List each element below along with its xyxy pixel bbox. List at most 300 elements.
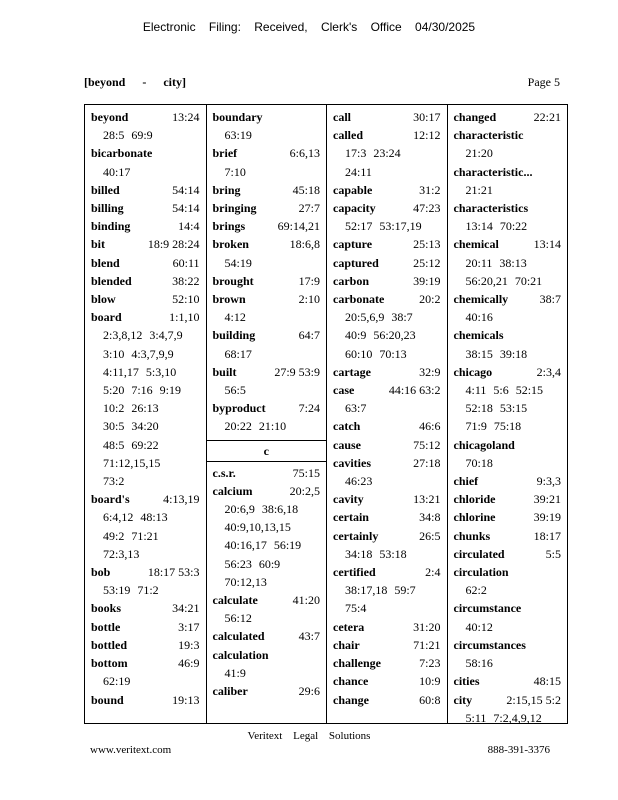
- index-refs: 60:11: [172, 255, 200, 270]
- index-entry-line: [454, 326, 562, 344]
- index-entry: [91, 235, 200, 253]
- index-entry: [91, 254, 200, 272]
- index-term: catch: [333, 419, 361, 434]
- index-term: chemical: [453, 237, 499, 252]
- index-refs-continued: 56:12: [224, 611, 252, 626]
- index-term: circumstances: [453, 637, 526, 652]
- index-entry: [213, 144, 321, 180]
- index-term: beyond: [91, 110, 129, 124]
- index-column-3: [326, 105, 447, 723]
- index-entry-line: [333, 672, 441, 690]
- index-entry-line: [454, 235, 562, 253]
- index-entry-line: [91, 490, 200, 508]
- index-term: challenge: [333, 656, 381, 671]
- index-entry-line: [213, 235, 321, 253]
- index-term: change: [333, 692, 369, 707]
- index-term: circulated: [453, 546, 505, 561]
- index-entry-line: [454, 199, 562, 217]
- index-term: binding: [91, 219, 131, 234]
- index-entry-line: [213, 482, 321, 500]
- index-refs: 75:12: [413, 437, 441, 452]
- index-entry: [91, 272, 200, 290]
- index-entry: [454, 672, 562, 690]
- index-refs: 39:21: [533, 492, 561, 507]
- index-refs: 34:8: [419, 510, 441, 525]
- index-entry-line: [333, 527, 441, 545]
- index-refs-continued: 20:6,9 38:6,18: [224, 502, 299, 517]
- index-entry-line: [333, 618, 441, 636]
- page-number: Page 5: [527, 75, 560, 89]
- index-entry: [213, 199, 321, 217]
- index-entry: [333, 108, 441, 126]
- index-refs: 69:14,21: [277, 219, 320, 234]
- index-term: bicarbonate: [91, 146, 153, 161]
- index-entry: [91, 654, 200, 690]
- index-entry-line: [454, 490, 562, 508]
- index-term: brown: [212, 292, 246, 307]
- footer-website: www.veritext.com: [90, 744, 172, 756]
- index-entry-line: [333, 436, 441, 454]
- index-refs-continued: 75:4: [345, 601, 367, 616]
- index-entry: [333, 618, 441, 636]
- index-entry: [91, 181, 200, 199]
- index-entry-line: [333, 654, 441, 672]
- index-entry-line: [333, 199, 441, 217]
- index-term: built: [212, 364, 237, 379]
- index-entry: [333, 563, 441, 618]
- index-refs: 2:3,4: [536, 364, 561, 379]
- index-entry-line: [213, 181, 321, 199]
- index-entry: [454, 563, 562, 599]
- index-term: chicago: [453, 364, 493, 379]
- index-refs-continued: 46:23: [345, 474, 373, 489]
- index-entry: [333, 454, 441, 490]
- index-refs: 7:24: [298, 401, 320, 416]
- index-entry-line: [213, 272, 321, 290]
- index-entry: [454, 108, 562, 126]
- index-refs: 64:7: [298, 328, 320, 343]
- index-entry: [333, 126, 441, 181]
- index-term: captured: [333, 255, 379, 270]
- index-term: capacity: [333, 201, 376, 216]
- index-refs-continued: 52:17 53:17,19: [345, 219, 422, 234]
- index-refs: 32:9: [419, 364, 441, 379]
- index-refs: 13:14: [533, 237, 561, 252]
- index-entry-line: [91, 217, 200, 235]
- index-entry-line: [213, 217, 321, 235]
- index-entry: [91, 618, 200, 636]
- index-refs: 4:13,19: [163, 492, 200, 507]
- index-refs-continued: 71:9 75:18: [465, 419, 522, 434]
- index-entry-line: [213, 326, 321, 344]
- index-refs: 18:6,8: [289, 237, 320, 252]
- index-entry: [454, 636, 562, 672]
- index-entry-line: [454, 290, 562, 308]
- index-entry-line: [333, 181, 441, 199]
- index-refs: 2:15,15 5:2: [506, 692, 561, 707]
- index-refs-continued: 71:12,15,15: [103, 455, 161, 470]
- index-entry: [454, 163, 562, 199]
- index-refs-continued: 62:19: [103, 674, 131, 689]
- index-refs-continued: 40:17: [103, 164, 131, 179]
- index-term: characteristic: [453, 128, 524, 143]
- index-term: cities: [453, 674, 480, 689]
- index-entry: [213, 464, 321, 482]
- index-refs-continued: 40:16,17 56:19: [224, 538, 302, 553]
- index-term: capture: [333, 237, 373, 252]
- index-entry: [333, 363, 441, 381]
- index-entry: [454, 326, 562, 362]
- index-refs-continued: 68:17: [224, 346, 252, 361]
- index-entry: [333, 290, 441, 363]
- index-refs: 6:6,13: [289, 146, 320, 161]
- index-refs-continued: 63:19: [224, 128, 252, 143]
- index-term: city: [453, 692, 473, 707]
- index-refs: 13:24: [172, 110, 200, 124]
- index-entry-line: [91, 290, 200, 308]
- index-refs-continued: 56:5: [224, 383, 246, 398]
- index-refs-continued: 13:14 70:22: [465, 219, 528, 234]
- index-entry: [91, 599, 200, 617]
- index-entry: [333, 636, 441, 654]
- index-refs: 7:23: [419, 656, 441, 671]
- index-term: cetera: [333, 619, 365, 634]
- index-refs: 46:9: [178, 656, 200, 671]
- index-entry: [454, 490, 562, 508]
- index-term: calculated: [212, 629, 265, 644]
- index-entry-line: [213, 464, 321, 482]
- index-entry: [454, 691, 562, 727]
- filing-stamp: Electronic Filing: Received, Clerk's Office 04/30/2025: [142, 20, 476, 34]
- index-refs-continued: 40:9,10,13,15: [224, 520, 291, 535]
- index-refs-continued: 52:18 53:15: [465, 401, 528, 416]
- index-entry-line: [454, 108, 562, 126]
- index-refs-continued: 60:10 70:13: [345, 346, 407, 361]
- index-refs: 60:8: [419, 692, 441, 707]
- index-refs-continued: 20:5,6,9 38:7: [345, 310, 413, 325]
- index-entry-line: [213, 290, 321, 308]
- index-refs: 2:10: [298, 292, 320, 307]
- index-refs-continued: 54:19: [224, 255, 252, 270]
- index-entry-line: [333, 363, 441, 381]
- index-entry: [333, 527, 441, 563]
- index-refs: 34:21: [172, 601, 200, 616]
- index-entry-line: [454, 527, 562, 545]
- index-refs: 2:4: [425, 565, 441, 580]
- index-refs-continued: 56:23 60:9: [224, 556, 281, 571]
- index-entry: [333, 181, 441, 199]
- index-entry: [91, 290, 200, 308]
- index-refs-continued: 62:2: [465, 583, 487, 598]
- index-term: carbon: [333, 273, 369, 288]
- index-entry: [333, 381, 441, 417]
- index-refs-continued: 4:11,17 5:3,10: [103, 364, 177, 379]
- index-term: cavities: [333, 455, 371, 470]
- index-entry: [91, 308, 200, 490]
- index-refs: 14:4: [178, 219, 200, 234]
- index-refs-continued: 5:20 7:16 9:19: [103, 383, 182, 398]
- index-entry-line: [333, 490, 441, 508]
- index-term: certified: [333, 565, 376, 580]
- index-refs: 17:9: [298, 273, 320, 288]
- index-entry-line: [454, 563, 562, 581]
- index-entry-line: [333, 290, 441, 308]
- index-entry: [333, 199, 441, 235]
- index-entry: [213, 646, 321, 682]
- index-term: billing: [91, 201, 124, 216]
- index-refs: 47:23: [413, 201, 441, 216]
- index-entry: [333, 654, 441, 672]
- index-refs: 27:18: [413, 455, 441, 470]
- index-refs-continued: 70:12,13: [224, 574, 267, 589]
- index-refs: 52:10: [172, 292, 200, 307]
- index-term: bottled: [91, 637, 127, 652]
- index-refs-continued: 3:10 4:3,7,9,9: [103, 346, 174, 361]
- index-entry: [333, 272, 441, 290]
- index-refs: 38:22: [172, 273, 200, 288]
- index-refs: 18:17: [533, 528, 561, 543]
- index-refs: 13:21: [413, 492, 441, 507]
- index-refs-continued: 24:11: [345, 164, 372, 179]
- index-entry-line: [91, 599, 200, 617]
- index-refs-continued: 56:20,21 70:21: [465, 273, 543, 288]
- index-refs: 43:7: [298, 629, 320, 644]
- index-term: call: [333, 110, 351, 124]
- index-entry: [91, 217, 200, 235]
- index-term: brought: [212, 273, 254, 288]
- index-entry: [454, 363, 562, 436]
- index-term: certain: [333, 510, 369, 525]
- index-refs: 12:12: [413, 128, 441, 143]
- index-term: chair: [333, 637, 360, 652]
- index-term: cavity: [333, 492, 364, 507]
- index-term: calculation: [212, 647, 269, 662]
- index-term: calculate: [212, 593, 258, 608]
- index-entry-line: [213, 399, 321, 417]
- index-column-1: [85, 105, 206, 723]
- index-refs: 31:2: [419, 182, 441, 197]
- index-entry: [454, 290, 562, 326]
- index-term: chunks: [453, 528, 491, 543]
- index-refs: 20:2: [419, 292, 441, 307]
- index-term: circumstance: [453, 601, 522, 616]
- index-refs-continued: 49:2 71:21: [103, 528, 159, 543]
- index-refs: 19:13: [172, 692, 200, 707]
- index-entry-line: [333, 636, 441, 654]
- index-term: caliber: [212, 684, 248, 699]
- index-entry-line: [91, 272, 200, 290]
- index-term: capable: [333, 182, 373, 197]
- index-term: bringing: [212, 201, 257, 216]
- index-refs: 54:14: [172, 182, 200, 197]
- index-entry-line: [454, 636, 562, 654]
- index-term: calcium: [212, 483, 253, 498]
- index-term: bring: [212, 182, 241, 197]
- index-entry: [91, 199, 200, 217]
- index-refs-continued: 30:5 34:20: [103, 419, 159, 434]
- index-term: characteristics: [453, 201, 529, 216]
- index-entry: [213, 326, 321, 362]
- index-term: chemically: [453, 292, 509, 307]
- index-refs: 20:2,5: [289, 483, 320, 498]
- index-entry-line: [213, 646, 321, 664]
- index-entry: [333, 436, 441, 454]
- index-refs: 39:19: [533, 510, 561, 525]
- index-entry: [454, 545, 562, 563]
- index-term: blow: [91, 292, 116, 307]
- index-term: certainly: [333, 528, 379, 543]
- index-refs: 44:16 63:2: [388, 383, 441, 398]
- index-entry: [213, 682, 321, 700]
- index-refs: 48:15: [533, 674, 561, 689]
- index-refs-continued: 40:9 56:20,23: [345, 328, 416, 343]
- index-refs-continued: 28:5 69:9: [103, 128, 153, 143]
- index-refs: 27:9 53:9: [274, 364, 320, 379]
- index-entry-line: [333, 381, 441, 399]
- index-refs-continued: 63:7: [345, 401, 367, 416]
- index-entry: [91, 636, 200, 654]
- index-entry-line: [333, 272, 441, 290]
- index-refs: 27:7: [298, 201, 320, 216]
- index-entry: [454, 436, 562, 472]
- footer-phone: 888-391-3376: [487, 744, 550, 756]
- index-term: brief: [212, 146, 238, 161]
- index-term: chief: [453, 474, 479, 489]
- index-entry-line: [333, 235, 441, 253]
- index-term: called: [333, 128, 363, 143]
- index-entry-line: [454, 472, 562, 490]
- index-entry: [91, 563, 200, 599]
- index-refs: 1:1,10: [169, 310, 200, 325]
- index-refs-continued: 5:11 7:2,4,9,12: [465, 710, 542, 725]
- index-entry-line: [333, 254, 441, 272]
- index-entry: [213, 363, 321, 399]
- index-term: chance: [333, 674, 369, 689]
- index-refs: 38:7: [539, 292, 561, 307]
- index-entry-line: [333, 563, 441, 581]
- index-entry-line: [91, 636, 200, 654]
- index-entry: [213, 235, 321, 271]
- index-refs-continued: 34:18 53:18: [345, 546, 407, 561]
- index-entry: [333, 672, 441, 690]
- index-refs-continued: 40:12: [465, 619, 493, 634]
- index-refs-continued: 53:19 71:2: [103, 583, 159, 598]
- index-entry-line: [91, 308, 200, 326]
- index-entry: [91, 108, 200, 144]
- index-entry-line: [213, 363, 321, 381]
- index-range: [beyond - city]: [84, 75, 186, 89]
- index-entry-line: [454, 508, 562, 526]
- index-entry: [333, 490, 441, 508]
- index-term: cartage: [333, 364, 371, 379]
- index-term: characteristic...: [453, 164, 533, 179]
- index-refs-continued: 70:18: [465, 455, 493, 470]
- index-term: circulation: [453, 565, 509, 580]
- index-entry-line: [454, 599, 562, 617]
- index-entry-line: [91, 199, 200, 217]
- index-entry: [333, 417, 441, 435]
- index-entry: [213, 627, 321, 645]
- index-entry-line: [91, 181, 200, 199]
- index-entry: [91, 144, 200, 180]
- index-term: boundary: [212, 110, 263, 124]
- index-term: bottom: [91, 656, 128, 671]
- index-refs: 54:14: [172, 201, 200, 216]
- index-refs: 22:21: [533, 110, 561, 124]
- index-entry-line: [454, 545, 562, 563]
- index-entry-line: [91, 563, 200, 581]
- index-entry-line: [91, 254, 200, 272]
- index-refs: 45:18: [292, 182, 320, 197]
- index-refs-continued: 21:21: [465, 182, 493, 197]
- index-refs-continued: 41:9: [224, 665, 246, 680]
- index-term: bottle: [91, 619, 121, 634]
- index-refs-continued: 4:12: [224, 310, 246, 325]
- index-refs: 9:3,3: [536, 474, 561, 489]
- index-refs: 19:3: [178, 637, 200, 652]
- index-refs: 39:19: [413, 273, 441, 288]
- index-term: bound: [91, 692, 124, 707]
- index-refs-continued: 10:2 26:13: [103, 401, 159, 416]
- index-entry-line: [454, 672, 562, 690]
- index-refs-continued: 4:11 5:6 52:15: [465, 383, 544, 398]
- index-refs: 25:12: [413, 255, 441, 270]
- index-refs-continued: 72:3,13: [103, 546, 140, 561]
- index-term: changed: [453, 110, 497, 124]
- index-entry-line: [333, 108, 441, 126]
- index-term: chlorine: [453, 510, 496, 525]
- index-refs-continued: 38:15 39:18: [465, 346, 528, 361]
- footer-company: Veritext Legal Solutions: [247, 730, 371, 742]
- index-refs: 10:9: [419, 674, 441, 689]
- index-refs-continued: 2:3,8,12 3:4,7,9: [103, 328, 183, 343]
- index-refs: 30:17: [413, 110, 441, 124]
- index-refs: 26:5: [419, 528, 441, 543]
- index-entry-line: [333, 417, 441, 435]
- index-entry-line: [454, 126, 562, 144]
- index-term: blended: [91, 273, 132, 288]
- word-index-table: [84, 104, 568, 724]
- index-refs-continued: 40:16: [465, 310, 493, 325]
- index-entry: [213, 108, 321, 144]
- index-entry: [333, 235, 441, 253]
- index-entry: [213, 399, 321, 435]
- index-entry: [454, 126, 562, 162]
- index-refs-continued: 38:17,18 59:7: [345, 583, 416, 598]
- index-entry-line: [91, 235, 200, 253]
- index-entry: [213, 181, 321, 199]
- index-refs: 46:6: [419, 419, 441, 434]
- index-refs-continued: 17:3 23:24: [345, 146, 401, 161]
- index-entry: [454, 235, 562, 290]
- index-entry: [213, 217, 321, 235]
- index-entry-line: [213, 108, 321, 126]
- index-entry: [454, 508, 562, 526]
- index-term: cause: [333, 437, 361, 452]
- index-entry-line: [213, 199, 321, 217]
- index-entry-line: [213, 682, 321, 700]
- index-refs-continued: 20:22 21:10: [224, 419, 287, 434]
- index-entry: [213, 591, 321, 627]
- index-term: chemicals: [453, 328, 504, 343]
- index-entry: [333, 691, 441, 709]
- index-term: broken: [212, 237, 249, 252]
- index-term: chicagoland: [453, 437, 515, 452]
- index-entry-line: [333, 126, 441, 144]
- index-refs-continued: 6:4,12 48:13: [103, 510, 168, 525]
- index-term: bit: [91, 237, 106, 252]
- index-entry: [333, 508, 441, 526]
